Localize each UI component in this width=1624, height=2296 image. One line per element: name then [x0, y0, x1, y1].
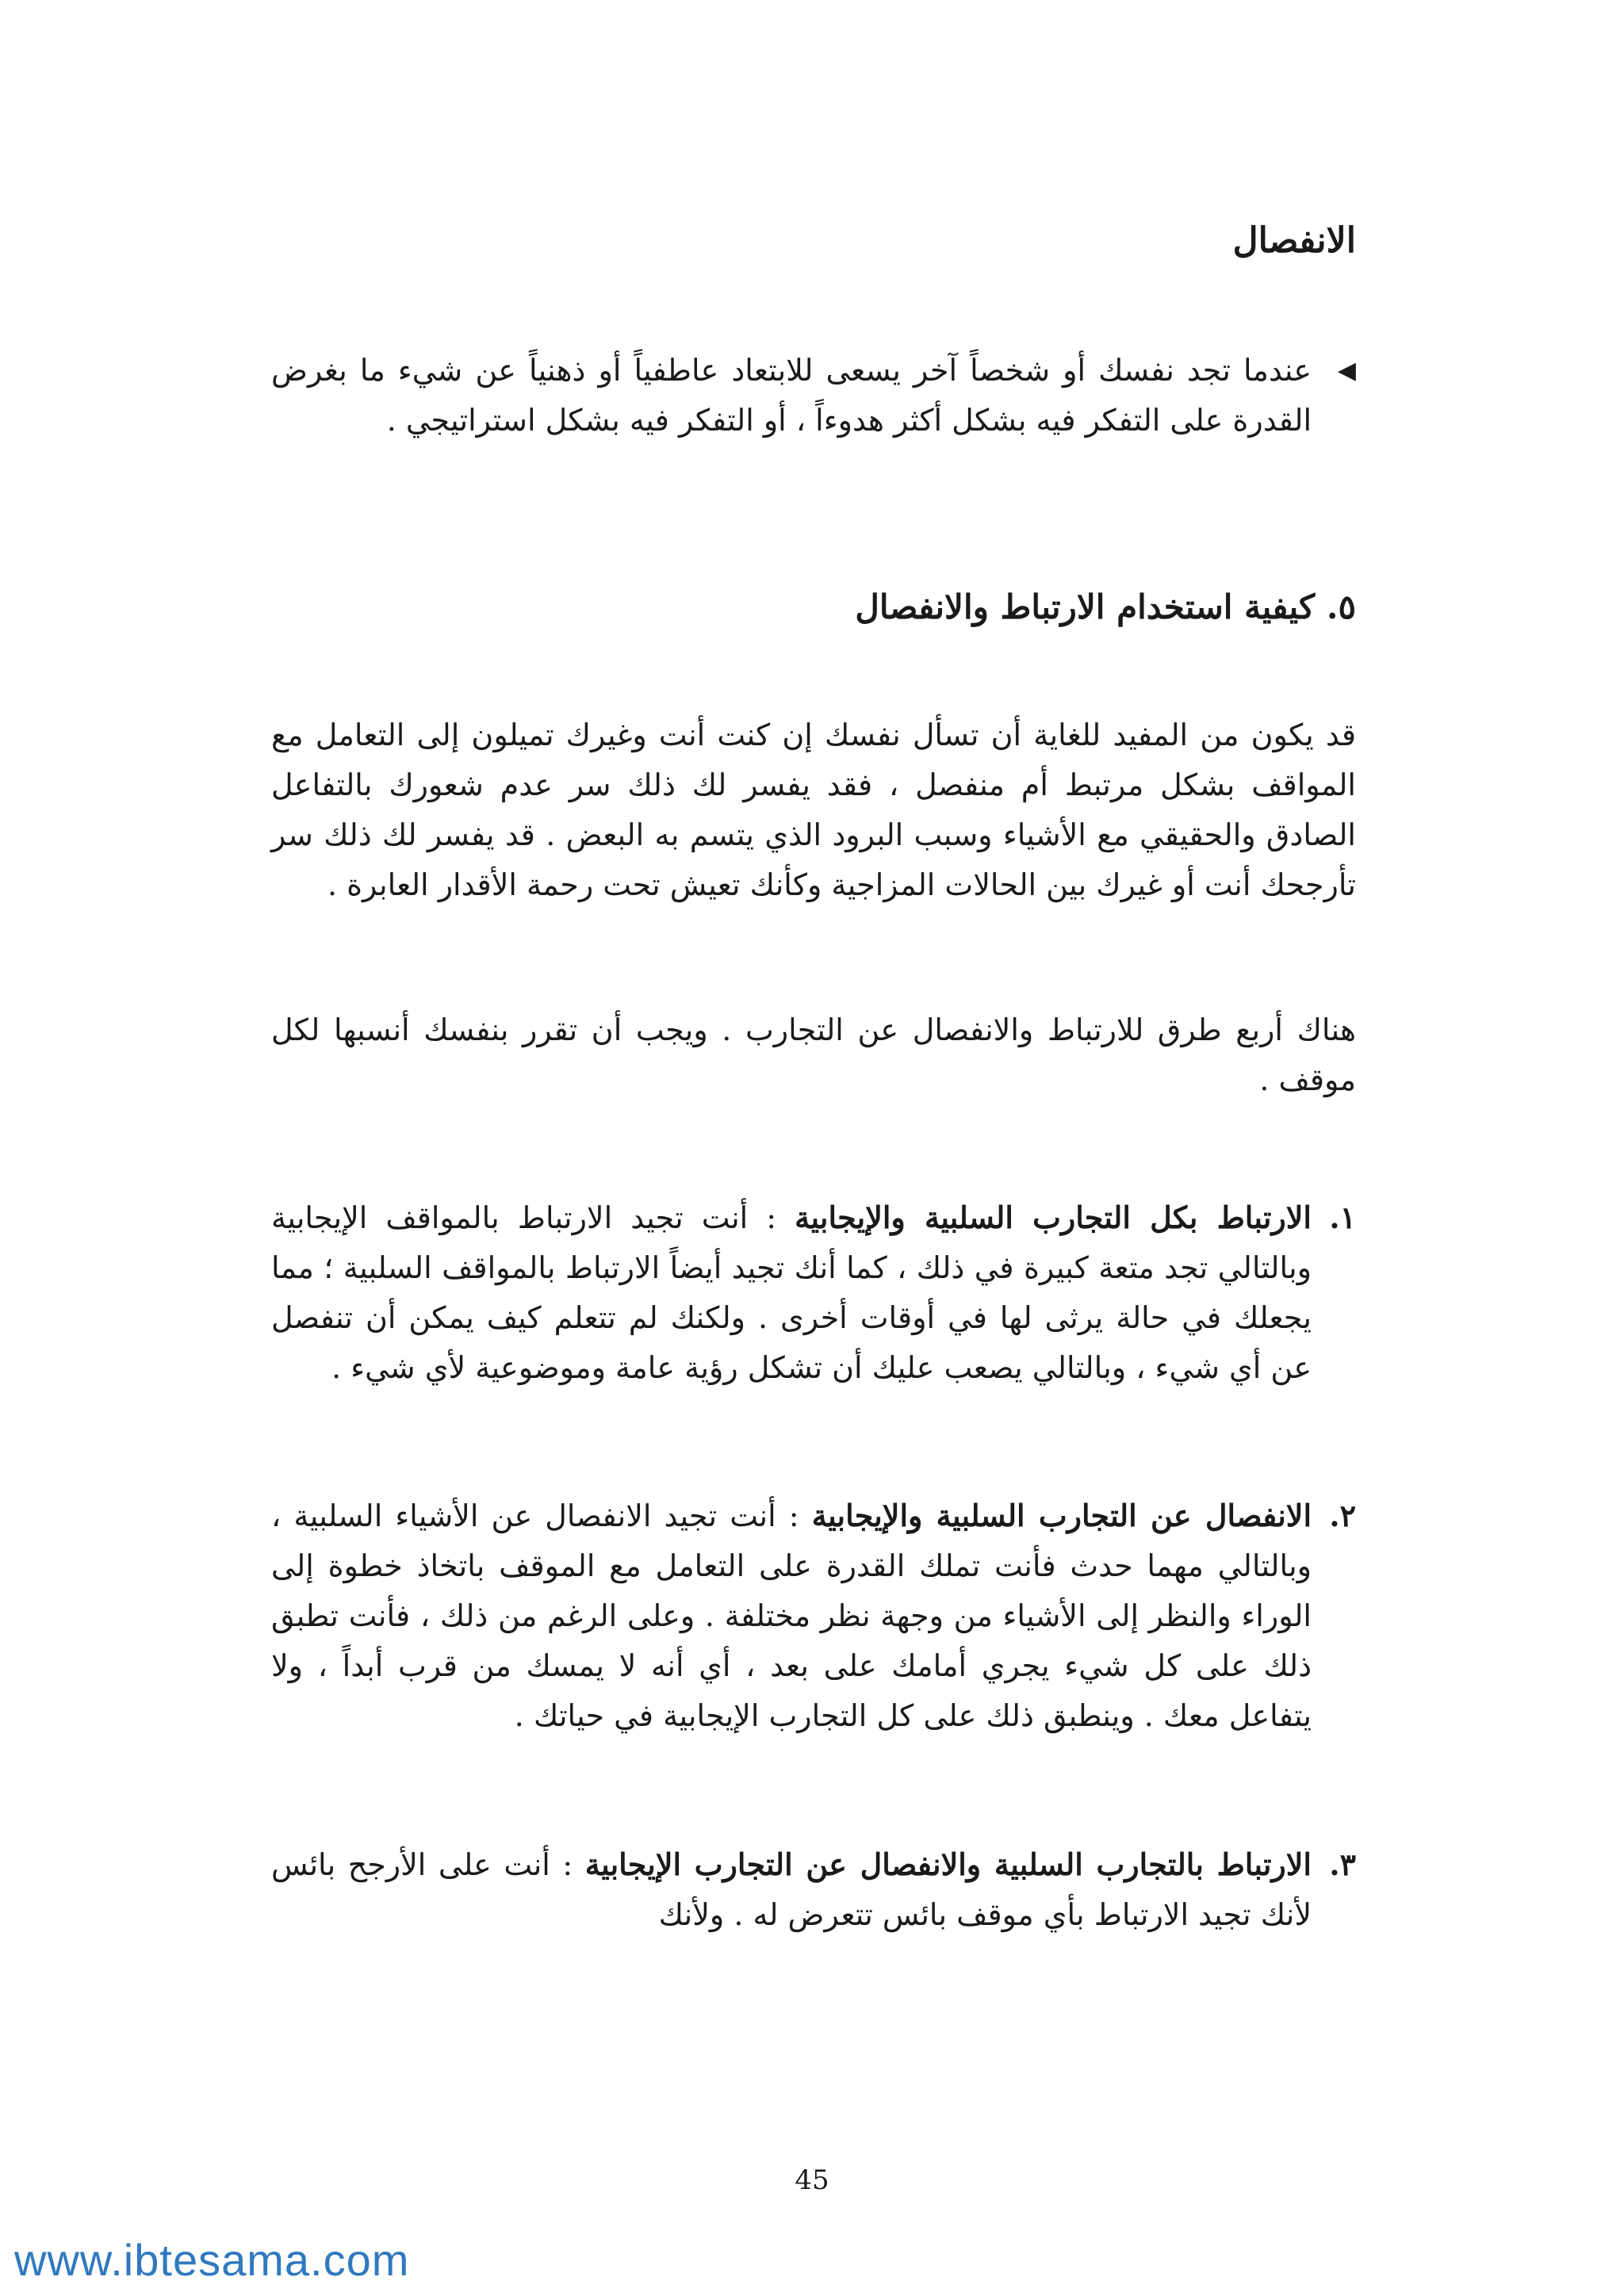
- list-item-number: ١.: [1329, 1200, 1356, 1235]
- list-item: [271, 1192, 1356, 1393]
- bullet-marker-icon: ◀: [1337, 357, 1356, 385]
- list-item-lead: الارتباط بالتجارب السلبية والانفصال عن التجارب الإيجابية: [584, 1846, 1312, 1882]
- page-heading: الانفصال: [1232, 220, 1356, 261]
- body-paragraph: هناك أربع طرق للارتباط والانفصال عن التجارب . ويجب أن تقرر بنفسك أنسبها لكل موقف .: [271, 1012, 1356, 1097]
- bullet-point: [271, 346, 1356, 446]
- list-item-body: [271, 1839, 1312, 1940]
- list-item-number: ٣.: [1329, 1846, 1356, 1882]
- section-number: ٥.: [1326, 587, 1356, 626]
- list-item-text: : أنت تجيد الارتباط بالمواقف الإيجابية وبالتالي تجد متعة كبيرة في ذلك ، كما أنك تجيد أيضاً الارتباط بالمواقف السلبية ؛ مما يجعلك في حالة يرثى لها في أوقات أخرى . ولكنك لم تتعلم كيف يمكن أن تنفصل عن أي شيء ، وبالتالي يصعب عليك أن تشكل رؤية عامة وموضوعية لأي شيء .: [271, 1200, 1312, 1385]
- list-item-lead: الانفصال عن التجارب السلبية والإيجابية: [811, 1498, 1312, 1533]
- section-heading: [271, 582, 1356, 633]
- section-title: كيفية استخدام الارتباط والانفصال: [855, 587, 1316, 626]
- body-paragraph: قد يكون من المفيد للغاية أن تسأل نفسك إن كنت أنت وغيرك تميلون إلى التعامل مع المواقف بشكل مرتبط أم منفصل ، فقد يفسر لك ذلك سر عدم شعورك بالتفاعل الصادق والحقيقي مع الأشياء وسبب البرود الذي يتسم به البعض . قد يفسر لك ذلك سر تأرجحك أنت أو غيرك بين الحالات المزاجية وكأنك تعيش تحت رحمة الأقدار العابرة .: [271, 718, 1356, 902]
- bullet-text: عندما تجد نفسك أو شخصاً آخر يسعى للابتعاد عاطفياً أو ذهنياً عن شيء ما بغرض القدرة على التفكر فيه بشكل أكثر هدوءاً ، أو التفكر فيه بشكل استراتيجي .: [271, 353, 1312, 438]
- list-item-number: ٢.: [1329, 1498, 1356, 1533]
- page-number: 45: [795, 2164, 829, 2196]
- list-item-text: : أنت تجيد الانفصال عن الأشياء السلبية ، وبالتالي مهما حدث فأنت تملك القدرة على التعامل مع الموقف باتخاذ خطوة إلى الوراء والنظر إلى الأشياء من وجهة نظر مختلفة . وعلى الرغم من ذلك ، فأنت تطبق ذلك على كل شيء يجري أمامك على بعد ، أي أنه لا يمسك من قرب أبداً ، ولا يتفاعل معك . وينطبق ذلك على كل التجارب الإيجابية في حياتك .: [271, 1498, 1312, 1733]
- watermark-link: www.ibtesama.com: [14, 2235, 410, 2285]
- list-item-body: [271, 1192, 1312, 1393]
- list-item-text: : أنت على الأرجح بائس لأنك تجيد الارتباط بأي موقف بائس تتعرض له . ولأنك: [271, 1847, 1312, 1932]
- list-item-body: [271, 1490, 1312, 1741]
- list-item-lead: الارتباط بكل التجارب السلبية والإيجابية: [795, 1200, 1312, 1235]
- list-item: [271, 1839, 1356, 1940]
- list-item: [271, 1490, 1356, 1741]
